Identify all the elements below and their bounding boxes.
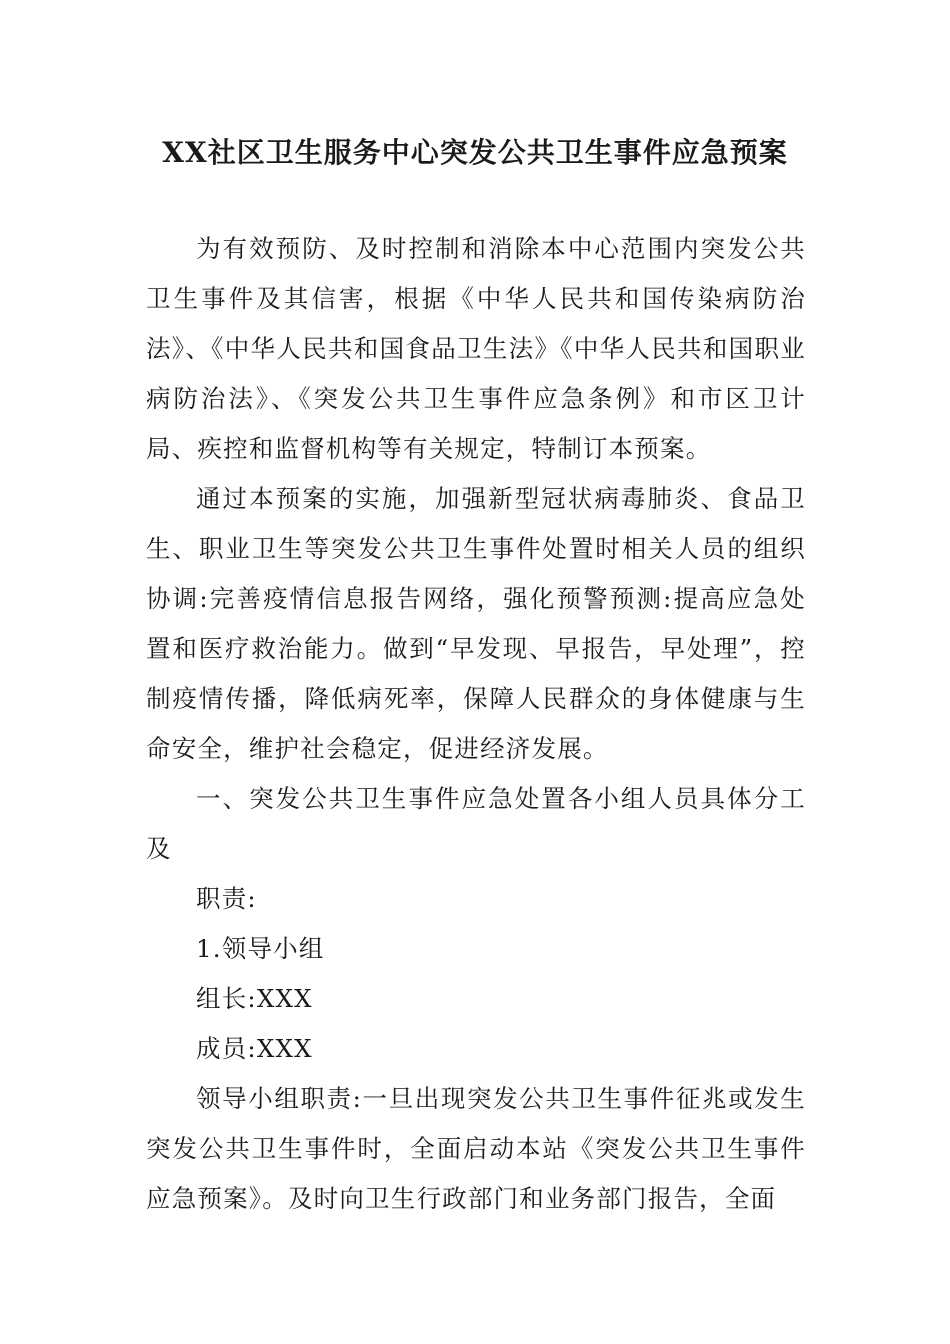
group-leader-line: 组长:XXX	[196, 984, 313, 1013]
document-body	[146, 224, 806, 1224]
subsection-leadership-group: 1.领导小组	[196, 934, 325, 963]
section-heading-duties: 职责:	[196, 884, 257, 913]
section-heading-1: 一、突发公共卫生事件应急处置各小组人员具体分工及	[146, 784, 806, 863]
document-title: XX社区卫生服务中心突发公共卫生事件应急预案	[162, 136, 788, 169]
paragraph-leadership-duties: 领导小组职责:一旦出现突发公共卫生事件征兆或发生突发公共卫生事件时，全面启动本站《突发公共卫生事件应急预案》。及时向卫生行政部门和业务部门报告，全面	[146, 1084, 806, 1213]
paragraph-purpose: 为有效预防、及时控制和消除本中心范围内突发公共卫生事件及其信害，根据《中华人民共和国传染病防治法》、《中华人民共和国食品卫生法》《中华人民共和国职业病防治法》、《突发公共卫生事件应急条例》和市区卫计局、疾控和监督机构等有关规定，特制订本预案。	[146, 234, 806, 463]
group-members-line: 成员:XXX	[196, 1034, 313, 1063]
paragraph-goals: 通过本预案的实施，加强新型冠状病毒肺炎、食品卫生、职业卫生等突发公共卫生事件处置时相关人员的组织协调:完善疫情信息报告网络，强化预警预测:提高应急处置和医疗救治能力。做到“早发现、早报告，早处理”，控制疫情传播，降低病死率，保障人民群众的身体健康与生命安全，维护社会稳定，促进经济发展。	[146, 484, 806, 763]
